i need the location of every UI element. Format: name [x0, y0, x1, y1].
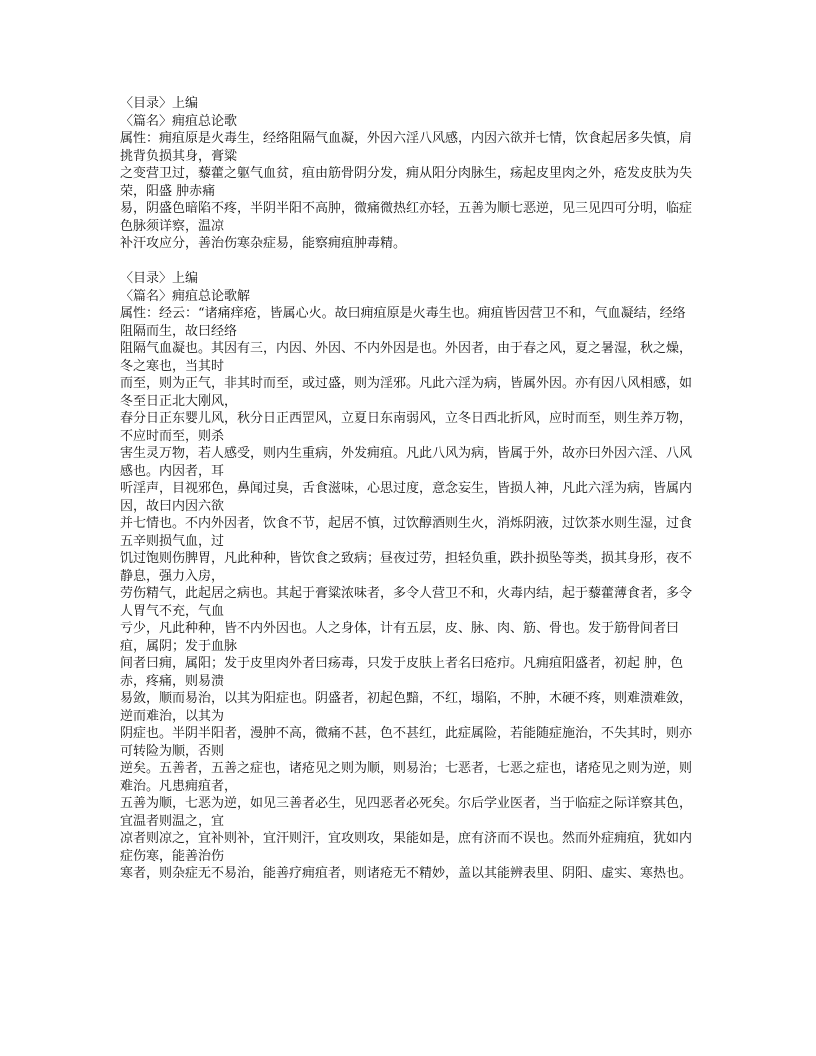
paragraph-line: 阻隔气血凝也。其因有三，内因、外因、不内外因是也。外因者，由于春之风，夏之暑湿，秋之燥，冬之寒也，当其时 [120, 341, 693, 374]
paragraph-line: 凉者则凉之，宜补则补，宜汗则汗，宜攻则攻，果能如是，庶有济而不误也。然而外症痈疽，犹如内症伤寒，能善治伤 [120, 831, 693, 864]
entry-song [120, 95, 696, 253]
entry-explanation [120, 270, 696, 883]
paragraph-line: 劳伤精气，此起居之病也。其起于膏粱浓味者，多令人营卫不和，火毒内结，起于藜藿薄食者，多令人胃气不充，气血 [120, 586, 693, 619]
paragraph-line: 阴症也。半阴半阳者，漫肿不高，微痛不甚，色不甚红，此症属险，若能随症施治，不失其时，则亦可转险为顺，否则 [120, 726, 693, 759]
paragraph-line: 害生灵万物，若人感受，则内生重病，外发痈疽。凡此八风为病，皆属于外，故亦曰外因六淫、八风感也。内因者，耳 [120, 446, 693, 479]
paragraph-line: 属性：经云：“诸痛痒疮，皆属心火。故曰痈疽原是火毒生也。痈疽皆因营卫不和，气血凝结，经络阻隔而生，故曰经络 [120, 306, 686, 339]
paragraph-line: 并七情也。不内外因者，饮食不节，起居不慎，过饮醇酒则生火，消烁阴液，过饮茶水则生湿，过食五辛则损气血，过 [120, 516, 693, 549]
paragraph-line: 而至，则为正气，非其时而至，或过盛，则为淫邪。凡此六淫为病，皆属外因。亦有因八风相感，如冬至日正北大刚风， [120, 376, 693, 409]
chapter-title: 〈篇名〉痈疽总论歌 [120, 113, 238, 129]
chapter-title: 〈篇名〉痈疽总论歌解 [120, 288, 251, 304]
paragraph-line: 五善为顺，七恶为逆，如见三善者必生，见四恶者必死矣。尔后学业医者，当于临症之际详察其色，宜温者则温之，宜 [120, 796, 693, 829]
paragraph-line: 饥过饱则伤脾胃，凡此种种，皆饮食之致病；昼夜过劳，担轻负重，跌扑损坠等类，损其身形，夜不静息，强力入房， [120, 551, 693, 584]
paragraph-line: 间者曰痈，属阳；发于皮里肉外者曰疡毒，只发于皮肤上者名曰疮疖。凡痈疽阳盛者，初起 肿，色赤，疼痛，则易溃 [120, 656, 684, 689]
paragraph-line: 亏少，凡此种种，皆不内外因也。人之身体，计有五层，皮、脉、肉、筋、骨也。发于筋骨间者曰疽，属阴；发于血脉 [120, 621, 680, 654]
paragraph-line: 听淫声，目视邪色，鼻闻过臭，舌食滋味，心思过度，意念妄生，皆损人神，凡此六淫为病，皆属内因，故曰内因六欲 [120, 481, 693, 514]
paragraph-line: 之变营卫过，藜藿之躯气血贫，疽由筋骨阴分发，痈从阳分肉脉生，疡起皮里肉之外，疮发皮肤为失荣，阳盛 肿赤痛 [120, 166, 693, 199]
paragraph-line: 春分日正东婴儿风，秋分日正西罡风，立夏日东南弱风，立冬日西北折风，应时而至，则生养万物，不应时而至，则杀 [120, 411, 693, 444]
paragraph-line: 逆矣。五善者，五善之症也，诸疮见之则为顺，则易治；七恶者，七恶之症也，诸疮见之则为逆，则难治。凡患痈疽者， [120, 761, 693, 794]
document-page [120, 95, 696, 883]
paragraph-line: 寒者，则杂症无不易治，能善疗痈疽者，则诸疮无不精妙，盖以其能辨表里、阴阳、虚实、寒热也。 [120, 866, 693, 881]
paragraph-line: 易敛，顺而易治，以其为阳症也。阴盛者，初起色黯，不红，塌陷，不肿，木硬不疼，则难溃难敛，逆而难治，以其为 [120, 691, 693, 724]
paragraph-line: 补汗攻应分，善治伤寒杂症易，能察痈疽肿毒精。 [120, 236, 407, 251]
paragraph-line: 属性：痈疽原是火毒生，经络阻隔气血凝，外因六淫八风感，内因六欲并七情，饮食起居多失慎，肩挑背负损其身，膏粱 [120, 131, 693, 164]
catalog-label: 〈目录〉上编 [120, 96, 199, 111]
paragraph-line: 易，阴盛色暗陷不疼，半阴半阳不高肿，微痛微热红亦轻，五善为顺七恶逆，见三见四可分明，临症色脉须详察，温凉 [120, 201, 693, 234]
catalog-label: 〈目录〉上编 [120, 271, 199, 286]
